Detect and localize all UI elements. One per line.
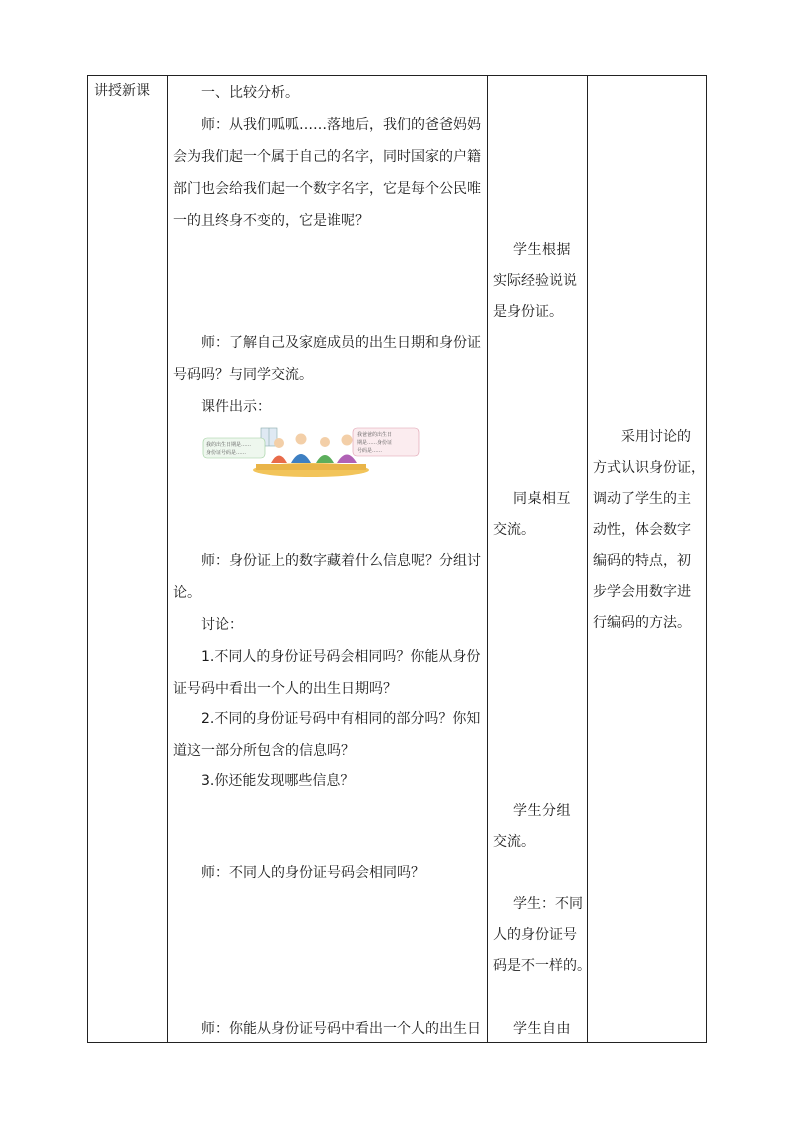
process-line: 一的且终身不变的，它是谁呢？	[173, 213, 369, 229]
process-line: 号码吗？与同学交流。	[173, 367, 313, 383]
process-line: 师：了解自己及家庭成员的出生日期和身份证	[201, 335, 481, 351]
intent-line: 采用讨论的	[621, 429, 691, 445]
student-line: 人的身份证号	[493, 927, 577, 943]
intent-line: 行编码的方法。	[593, 615, 691, 631]
section-label: 讲授新课	[94, 83, 150, 99]
column-divider	[587, 75, 588, 1043]
student-line: 实际经验说说	[493, 273, 577, 289]
student-line: 学生分组	[513, 803, 571, 819]
column-divider	[487, 75, 488, 1043]
process-line: 师：不同人的身份证号码会相同吗？	[201, 865, 425, 881]
student-line: 同桌相互	[513, 491, 571, 507]
process-line: 道这一部分所包含的信息吗？	[173, 743, 355, 759]
bubble-left-line: 我的出生日期是……	[206, 442, 252, 448]
process-line: 师：从我们呱呱……落地后，我们的爸爸妈妈	[201, 117, 481, 133]
process-line: 会为我们起一个属于自己的名字，同时国家的户籍	[173, 149, 481, 165]
intent-line: 步学会用数字进	[593, 584, 691, 600]
process-line: 师：你能从身份证号码中看出一个人的出生日	[201, 1021, 481, 1037]
process-line: 证号码中看出一个人的出生日期吗？	[173, 681, 397, 697]
bubble-right-line: 我爸爸的出生日	[357, 432, 393, 438]
courseware-illustration	[201, 426, 421, 478]
process-line: 论。	[173, 585, 201, 601]
bubble-left-line: 身份证号码是……	[206, 450, 247, 456]
process-line: 课件出示：	[201, 399, 271, 415]
process-line: 讨论：	[201, 617, 243, 633]
intent-line: 方式认识身份证，	[593, 460, 705, 476]
process-line: 2.不同的身份证号码中有相同的部分吗？你知	[201, 711, 481, 727]
process-line: 3.你还能发现哪些信息？	[201, 773, 355, 789]
process-line: 师：身份证上的数字藏着什么信息呢？分组讨	[201, 553, 481, 569]
student-line: 码是不一样的。	[493, 958, 591, 974]
student-line: 学生：不同	[513, 896, 583, 912]
process-line: 部门也会给我们起一个数字名字，它是每个公民唯	[173, 181, 481, 197]
intent-line: 动性，体会数字	[593, 522, 691, 538]
bubble-right-line: 期是……身份证	[357, 440, 393, 446]
bubble-right-line: 号码是……	[357, 448, 383, 454]
intent-line: 编码的特点，初	[593, 553, 691, 569]
intent-line: 调动了学生的主	[593, 491, 691, 507]
column-divider	[167, 75, 168, 1043]
student-line: 学生自由	[513, 1021, 571, 1037]
student-line: 交流。	[493, 834, 535, 850]
student-line: 学生根据	[513, 242, 571, 258]
process-line: 1.不同人的身份证号码会相同吗？你能从身份	[201, 649, 481, 665]
process-heading: 一、比较分析。	[201, 85, 299, 101]
student-line: 交流。	[493, 522, 535, 538]
student-line: 是身份证。	[493, 304, 563, 320]
